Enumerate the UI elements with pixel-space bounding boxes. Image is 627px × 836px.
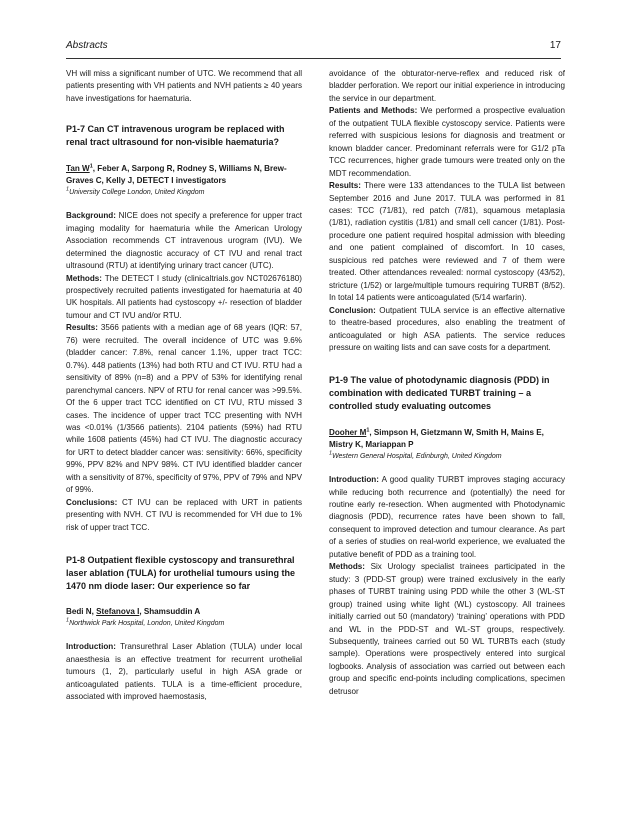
author-text: Bedi N, — [66, 607, 97, 617]
abstract-title: P1-7 Can CT intravenous urogram be replaced with renal tract ultrasound for non-visible haematuria? — [66, 124, 285, 148]
methods-text: The DETECT I study (clinicaltrials.gov NCT02676180) prospectively recruited patients investigated for haematuria at 40 UK hospitals. All patients had cystoscopy +/- resection of bladder tumour and CT IVU and/or RTU. — [66, 273, 302, 320]
background-text: NICE does not specify a preference for upper tract imaging modality for haematuria while the American Urology Association recommends CT intravenous urogram (IVU). We determined the diagnostic accuracy of CT IVU and renal tract ultrasound (RTU) at identifying urinary tract cancer (UTC). — [66, 211, 303, 271]
conclusions-text: CT IVU can be replaced with URT in patients presenting with NVH. CT IVU is recommended for VH due to 1% risk of upper tract TCC. — [66, 497, 303, 532]
affiliation-marker: 1 — [329, 450, 333, 457]
page-number: 17 — [549, 40, 561, 51]
results-label: Results: — [329, 181, 361, 191]
author-affil-marker: 1 — [89, 163, 93, 170]
introduction-text: Transurethral Laser Ablation (TULA) under local anaesthesia is an effective treatment for recurrent urothelial tumours (1, 2), particularly useful in high ASA grade or anticoagulated patients. TULA is a time-efficient procedure, associated with improved haemostasis, — [66, 642, 302, 702]
conclusions-label: Conclusions: — [66, 497, 118, 507]
author-list — [66, 163, 302, 188]
author-affil-marker: 1 — [366, 427, 370, 434]
conclusion-label: Conclusion: — [329, 305, 376, 315]
introduction-paragraph — [329, 474, 565, 561]
abstract-title: P1-9 The value of photodynamic diagnosis (PDD) in combination with dedicated TURBT training – a controlled study evaluating outcomes — [329, 375, 550, 412]
conclusion-text: Outpatient TULA service is an effective alternative to theatre-based procedures, also enabling the treatment of anticoagulated or high ASA patients. The service reduces pressure on waiting lists and can save costs for a department. — [329, 305, 566, 352]
results-label: Results: — [66, 323, 98, 333]
continued-text: avoidance of the obturator-nerve-reflex and reduced risk of bladder perforation. We report our initial experience in introducing the service in our department. — [329, 69, 565, 103]
continued-text: VH will miss a significant number of UTC. We recommend that all patients presenting with VH patients and NVH patients ≥ 40 years have investigations for haematuria. — [66, 69, 302, 103]
affiliation-text: University College London, United Kingdom — [69, 188, 205, 196]
co-authors: , Feber A, Sarpong R, Rodney S, Williams N, Brew-Graves C, Kelly J, DETECT I investigators — [66, 163, 287, 186]
methods-label: Methods: — [329, 562, 365, 572]
running-header — [66, 40, 561, 56]
results-text: There were 133 attendances to the TULA list between September 2016 and June 2017. TULA was performed in 81 cases: TCC (71/81), red patch (7/81), squamous metaplasia (1/81), radiation cystitis (1/81) and small cell cancer (1/81). Post-procedure one patient required hospital admission with bleeding and one patient complained of discomfort. In 10 cases, suspicious red patches were reviewed and 7 of them were treated. Other attendances revealed: normal cystoscopy (43/52), stricture (1/52) or large/multiple tumours requiring TURBT (8/52). In total 14 patients were anticoagulated (5/14 warfarin). — [329, 181, 566, 303]
results-paragraph — [66, 322, 302, 496]
methods-label: Methods: — [66, 273, 102, 283]
introduction-paragraph — [66, 641, 302, 703]
author-list — [66, 606, 302, 618]
author-list — [329, 427, 565, 452]
patients-methods-text: We performed a prospective evaluation of the outpatient TULA flexible cystoscopy service. Patients were referred with suspicious lesions for diagnosis and treatment or known bladder cancer. Predominant referrals were for G1/2 pTa TCC recurrences, higher grade tumours were treated only on the MDT recommendation. — [329, 106, 566, 178]
background-label: Background: — [66, 211, 116, 221]
presenting-author: Tan W — [66, 163, 90, 173]
conclusion-paragraph — [329, 305, 565, 355]
affiliation-text: Northwick Park Hospital, London, United Kingdom — [69, 619, 225, 627]
co-authors: , Shamsuddin A — [139, 607, 201, 617]
affiliation — [66, 619, 302, 630]
conclusions-paragraph — [66, 497, 302, 534]
abstract-title: P1-8 Outpatient flexible cystoscopy and transurethral laser ablation (TULA) for urothelial tumours using the 1470 nm diode laser: Our experience so far — [66, 555, 296, 591]
affiliation-text: Western General Hospital, Edinburgh, United Kingdom — [332, 452, 502, 460]
section-title: Abstracts — [66, 40, 108, 51]
patients-methods-paragraph — [329, 105, 565, 180]
results-text: 3566 patients with a median age of 68 years (IQR: 57, 76) were recruited. The overall incidence of UTC was 9.6% (bladder cancer: 7.8%, renal cancer 1.1%, upper tract TCC: 0.7%). 448 patients (13%) had both RTU and CT IVU. RTU had a sensitivity of 89% (n=8) and a PPV of 53% for identifying renal parenchymal cancers. NPV of RTU for renal cancer was >99.5%. Of the 6 upper tract TCC identified on CT IVU, RTU missed 3 cases. The incidence of upper tract TCC presenting with NVH was <0.01% (1/3566 patients). 2104 patients (59%) had RTU while 1608 patients (45%) had CT IVU. The diagnostic accuracy for URT to detect bladder cancer was: sensitivity: 66%, specificity 99%, PPV 82% and NPV 98%. CT IVU identified bladder cancer with a sensitivity of 87%, specificity of 97%, PPV of 79% and NPV of 99%. — [66, 323, 302, 495]
header-rule — [66, 58, 561, 59]
affiliation — [66, 188, 302, 199]
methods-paragraph — [66, 273, 302, 323]
affiliation — [329, 452, 565, 463]
methods-text: Six Urology specialist trainees participated in the study: 3 (PDD-ST group) were trained exclusively in the early phases of TURBT training using PDD while the other 3 (WL-ST group) trained using white light (WL) cystoscopy. All trainees initially carried out 50 (mandatory) ‘training’ operations with PDD and WL in the PDD-ST and WL-ST groups, respectively. Subsequently, trainees carried out 50 WL TURBTs each (study sample). Operations were prospectively entered into surgical logbooks. Analysis of association was carried out between each group and specific end-points including complications, specimen detrusor — [329, 562, 566, 696]
methods-paragraph — [329, 561, 565, 698]
background-paragraph — [66, 210, 302, 272]
left-column — [66, 68, 302, 704]
introduction-label: Introduction: — [329, 475, 379, 485]
right-column — [329, 68, 565, 698]
results-paragraph — [329, 180, 565, 305]
presenting-author: Stefanova I — [96, 607, 140, 617]
introduction-text: A good quality TURBT improves staging accuracy while reducing both recurrence and (potentially) the need for routine early re-resection. When augmented with Photodynamic diagnosis (PDD), recurrence rates have been shown to fall, consequent to improved detection and tumour clearance. As part of a series of studies on real-world experience, we evaluated the putative benefit of PDD as a training tool. — [329, 475, 565, 559]
co-authors: , Simpson H, Gietzmann W, Smith H, Mains E, Mistry K, Mariappan P — [329, 427, 544, 450]
presenting-author: Dooher M — [329, 427, 367, 437]
affiliation-marker: 1 — [66, 617, 70, 624]
patients-methods-label: Patients and Methods: — [329, 106, 418, 116]
introduction-label: Introduction: — [66, 642, 116, 652]
affiliation-marker: 1 — [66, 186, 70, 193]
